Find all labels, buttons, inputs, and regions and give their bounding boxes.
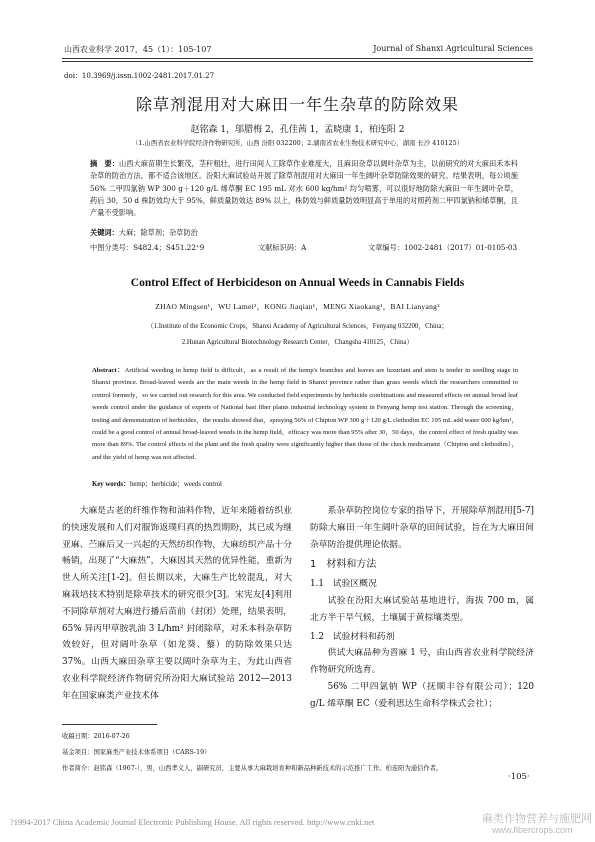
abstract-chinese [90,158,518,219]
abstract-english-text: Artificial weeding in hemp field is difficult，as a result of the hemp's branches and leaves are luxuriant and stem is tender in seedling stage in Shanxi province. Broad-leaved weeds are the main weeds in the hemp field in Shanxi province rather than grass weeds which the researchers committed to control formerly，so we carried out research for this area. We conducted field experiments by herbicide combinations and measured effects on annual broad leaf weeds control under the guidance of experts of National bast fiber plants industrial technology system in Fenyang hemp test station. Through the screening，testing and demonstration of herbicides，the results showed that，spraying 56% of Chipton WP 300 g＋120 g/L clethodim EC 195 mL add water 600 kg/hm²，could be a good control of annual broad-leaved weeds in the hemp field，efficacy was more than 95% after 30，50 days，the control effect of fresh quality was more than 89%. The control effects of the plant and the fresh quality were significantly higher than those of the check medicament（Chipton and clethodim），and the yield of hemp was not affected. [92,367,519,461]
watermark-url: www.fibercrops.com [492,825,573,835]
keywords-chinese [90,228,198,238]
body-paragraph: 供试大麻品种为晋麻 1 号，由山西省农业科学院经济作物研究所选育。 [310,648,534,676]
body-paragraph: 大麻是古老的纤维作物和油料作物，近年来随着纺织业的快速发展和人们对服饰返璞归真的热烈期盼，其已成为继亚麻、苎麻后又一兴起的天然纺织作物，大麻纺织产品十分畅销，出现了“大麻热”，大麻因其天然的优异性能，重新为世人所关注[1-2]。但长期以来，大麻生产比较混乱，对大麻栽培技术特别是除草技术的研究很少[3]。宋宪友[4]利用不同除草剂对大麻进行播后苗前（封闭）处理，结果表明，65% 异丙甲草胺乳油 3 L/hm² 封闭除草，对禾本科杂草防效较好，但对阔叶杂草（如龙葵、藜）的防除效果只达 37%。山西大麻田杂草主要以阔叶杂草为主，为此山西省农业科学院经济作物研究所汾阳大麻试验站 2012—2013 年在国家麻类产业技术体 [62,506,292,701]
header-rule [62,58,533,59]
keywords-english [92,478,222,488]
article-number: 文章编号：1002-2481（2017）01-0105-03 [368,243,518,252]
authors-chinese: 赵铭森 1，邬腊梅 2，孔佳茜 1，孟晓康 1，柏连阳 2 [190,125,405,135]
title-chinese: 除草剂混用对大麻田一年生杂草的防除效果 [135,95,459,114]
footnote-rule [62,724,157,725]
abstract-english [92,365,518,464]
abstract-chinese-label: 摘 要： [90,159,120,168]
keywords-chinese-label: 关键词： [90,228,119,237]
footnote-received: 收稿日期：2016-07-26 [62,733,130,740]
subsection-heading: 1.1 试验区概况 [310,579,377,590]
authors-english: ZHAO Mingsen¹，WU Lamei²，KONG Jiaqian¹，MENG Xiaokang¹，BAI Lianyang² [155,302,440,311]
page-number: ·105· [508,772,530,782]
document-code: 文献标识码：A [258,243,307,252]
watermark-text: 麻类作物营养与施肥网 [482,812,592,825]
doi: doi：10.3969/j.issn.1002-2481.2017.01.27 [64,72,215,80]
affiliation-chinese: （1.山西省农业科学院经济作物研究所，山西 汾阳 032200；2.湖南省农业生物技术研究中心，湖南 长沙 410125） [131,139,464,147]
subsection-heading: 1.2 试验材料和药剂 [310,631,395,642]
title-english: Control Effect of Herbicideson on Annual Weeds in Cannabis Fields [130,277,465,289]
body-paragraph: 系杂草防控岗位专家的指导下，开展除草剂混用[5-7]防除大麻田一年生阔叶杂草的田间试验，旨在为大麻田间杂草防治提供理论依据。 [310,506,534,550]
affiliation-english-line2: 2.Hunan Agricultural Biotechnology Research Center，Changsha 410125，China） [181,339,414,346]
footnote-author: 作者简介：赵铭森（1967-），男，山西孝义人，副研究员，主要从事大麻栽培育种和新品种新技术的示范推广工作。柏连阳为通信作者。 [62,765,443,772]
keywords-english-label: Key words： [92,481,130,488]
abstract-chinese-text: 山西大麻苗期生长繁茂，茎秆粗壮，进行田间人工除草作业难度大，且麻田杂草以阔叶杂草为主，以前研究的对大麻田禾本科杂草的防治方法，都不适合该地区。汾阳大麻试验站开展了除草剂混用对大麻田一年生阔叶杂草防除效果的研究。结果表明，每公顷施 56% 二甲四氯钠 WP 300 g＋120 g/L 烯草酮 EC 195 mL 对水 600 kg/hm² 均匀喷雾，可以很好地防除大麻田一年生阔叶杂草，药后 30，50 d 株防效均大于 95%，鲜质量防效达 89% 以上，株防效与鲜质量防效明显高于单用的对照药剂二甲四氯钠和烯草酮，且产量不受影响。 [90,159,518,218]
body-column-right [310,503,534,713]
clc-number: 中图分类号：S482.4；S451.22⁺9 [90,243,205,252]
affiliation-english-line1: （1.Institute of the Economic Crops，Shanxi Academy of Agricultural Sciences，Fenyang 032200，China； [146,323,449,330]
footnote-fund: 基金项目：国家麻类产业技术体系项目（CARS-19） [62,749,211,756]
body-column-left [62,503,292,705]
body-paragraph: 56% 二甲四氯钠 WP（抚顺丰谷有限公司）；120 g/L 烯草酮 EC（爱利思达生命科学株式会社）； [310,681,534,709]
keywords-english-text: hemp；herbicide；weeds control [129,481,222,488]
copyright-footer: ?1994-2017 China Academic Journal Electronic Publishing House. All rights reserved. http://www.cnki.net [10,817,375,827]
abstract-english-label: Abstract： [92,367,125,374]
keywords-chinese-text: 大麻；除草剂；杂草防治 [118,228,198,237]
journal-header-left: 山西农业科学 2017，45（1）：105-107 [64,45,212,54]
body-paragraph: 试验在汾阳大麻试验站基地进行，海拔 700 m，属北方半干旱气候，土壤属于黄棕壤类型。 [310,595,534,623]
header-rule-second [62,61,533,62]
section-heading: 1 材料和方法 [310,559,377,571]
journal-header-right: Journal of Shanxi Agricultural Sciences [373,44,533,53]
